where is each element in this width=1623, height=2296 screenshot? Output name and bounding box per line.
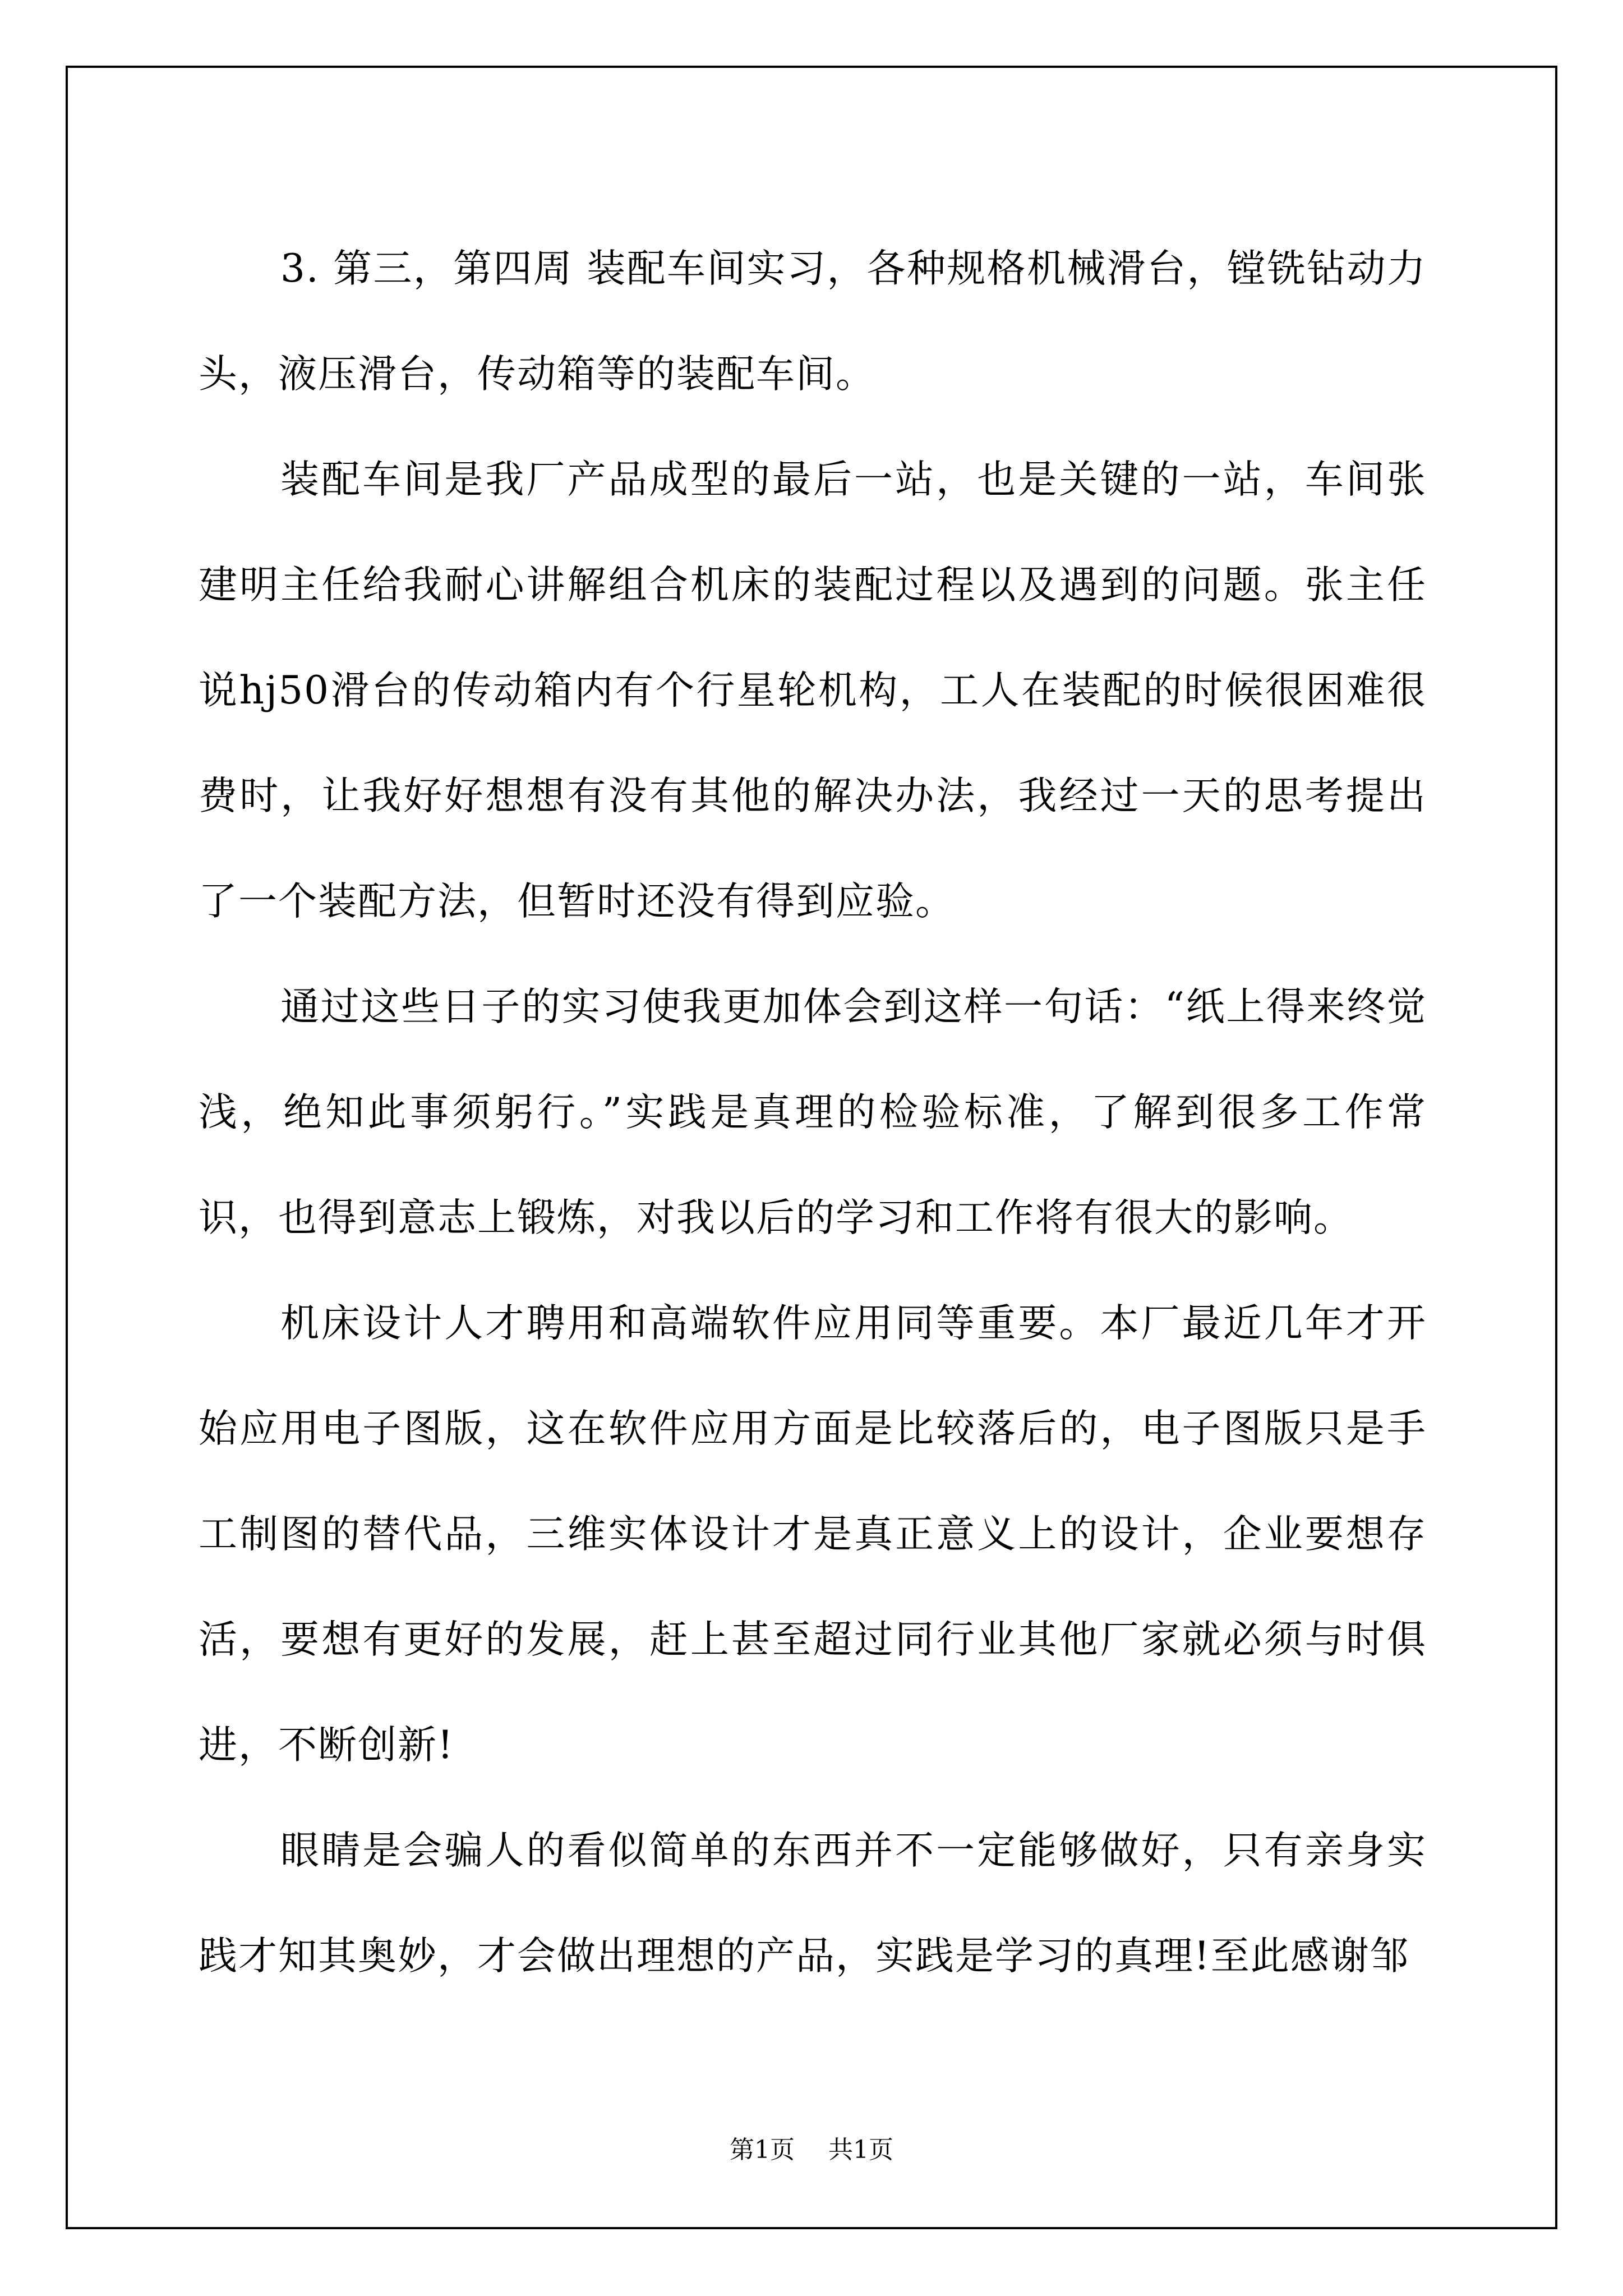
page-total: 共1页 [828,2136,893,2164]
page-footer [0,2133,1623,2167]
paragraph-4: 机床设计人才聘用和高端软件应用同等重要。本厂最近几年才开始应用电子图版，这在软件应用方面是比较落后的，电子图版只是手工制图的替代品，三维实体设计才是真正意义上的设计，企业要想存活，要想有更好的发展，赶上甚至超过同行业其他厂家就必须与时俱进，不断创新! [199,1301,1427,1768]
document-body [199,216,1427,2009]
paragraph-1: 3. 第三，第四周 装配车间实习，各种规格机械滑台，镗铣钻动力头，液压滑台，传动箱等的装配车间。 [199,246,1427,397]
paragraph-2: 装配车间是我厂产品成型的最后一站，也是关键的一站，车间张建明主任给我耐心讲解组合机床的装配过程以及遇到的问题。张主任说hj50滑台的传动箱内有个行星轮机构，工人在装配的时候很困难很费时，让我好好想想有没有其他的解决办法，我经过一天的思考提出了一个装配方法，但暂时还没有得到应验。 [199,457,1427,924]
page-number: 第1页 [730,2136,795,2164]
paragraph-5: 眼睛是会骗人的看似简单的东西并不一定能够做好，只有亲身实践才知其奥妙，才会做出理想的产品，实践是学习的真理!至此感谢邹 [199,1828,1427,1978]
paragraph-3: 通过这些日子的实习使我更加体会到这样一句话：“纸上得来终觉浅，绝知此事须躬行。”实践是真理的检验标准，了解到很多工作常识，也得到意志上锻炼，对我以后的学习和工作将有很大的影响。 [199,984,1427,1240]
